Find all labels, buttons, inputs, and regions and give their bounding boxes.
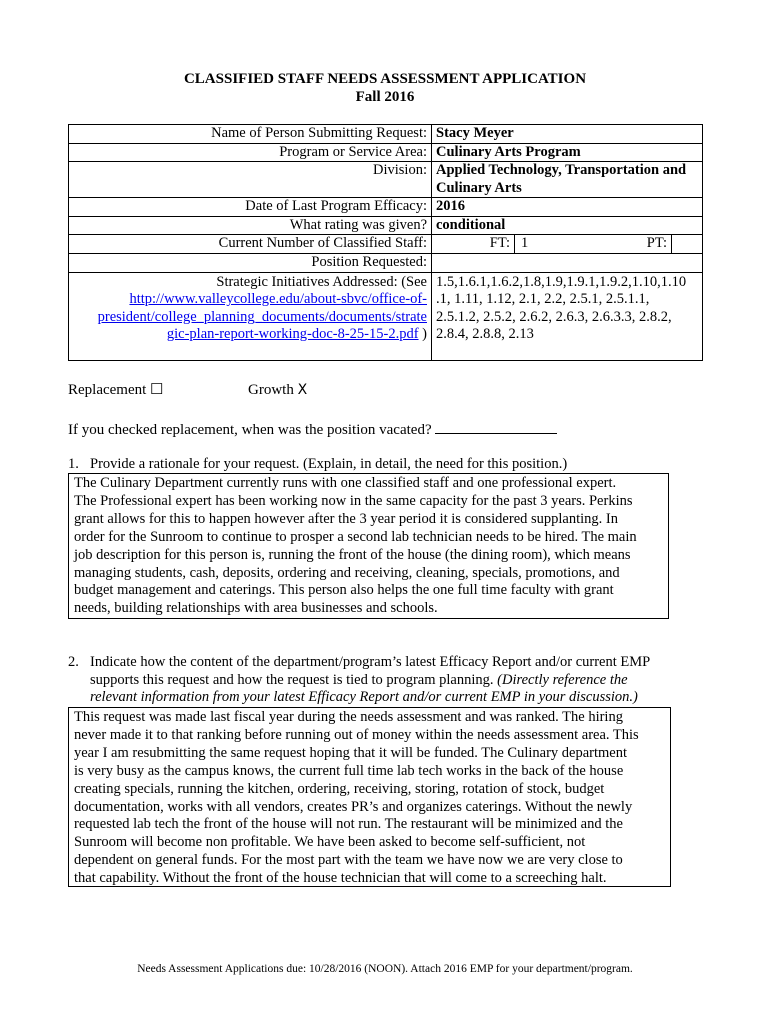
question-2-prompt bbox=[90, 654, 710, 707]
division-value: Applied Technology, Transportation and Culinary Arts bbox=[432, 162, 703, 198]
strategic-value-line-3: 2.5.1.2, 2.5.2, 2.6.2, 2.6.3, 2.6.3.3, 2.8.2, bbox=[436, 308, 672, 325]
q2-answer-line: Sunroom will become non profitable. We have been asked to become self-sufficient, not bbox=[74, 834, 586, 851]
strategic-plan-link[interactable] bbox=[98, 291, 427, 342]
q2-answer-line: year I am resubmitting the same request hoping that it will be funded. The Culinary department bbox=[74, 744, 628, 761]
info-row-staff bbox=[69, 235, 703, 254]
q2-answer-line: that capability. Without the front of the house technician that will come to a screeching halt. bbox=[74, 870, 607, 887]
strategic-link-line-2: president/college_planning_documents/documents/strate bbox=[97, 308, 427, 325]
efficacy-date-value: 2016 bbox=[432, 198, 703, 217]
staff-label: Current Number of Classified Staff: bbox=[69, 235, 432, 254]
info-row-name bbox=[69, 125, 703, 144]
info-row-efficacy-date bbox=[69, 198, 703, 217]
q2-answer-line: This request was made last fiscal year during the needs assessment and was ranked. The hiring bbox=[74, 709, 623, 725]
q2-answer-line: never made it to that ranking before running out of money within the needs assessment area. This bbox=[74, 726, 639, 743]
growth-checkbox-mark[interactable]: X bbox=[297, 382, 308, 398]
name-value: Stacy Meyer bbox=[432, 125, 703, 144]
vacated-question bbox=[68, 421, 557, 439]
info-row-division bbox=[69, 162, 703, 198]
strategic-value bbox=[432, 272, 703, 361]
strategic-label-suffix: ) bbox=[422, 326, 427, 342]
footer-note: Needs Assessment Applications due: 10/28/2016 (NOON). Attach 2016 EMP for your department/program. bbox=[137, 963, 633, 975]
info-row-position bbox=[69, 254, 703, 273]
question-1 bbox=[68, 456, 708, 474]
vacated-date-blank[interactable] bbox=[435, 421, 557, 434]
q2-answer-line: dependent on general funds. For the most part with the team we have now we are very close to bbox=[74, 852, 623, 869]
question-1-number: 1. bbox=[68, 456, 79, 472]
q1-answer-line: grant allows for this to happen however after the 3 year period it is considered supplanting. In bbox=[74, 510, 618, 527]
info-row-rating bbox=[69, 216, 703, 235]
question-2 bbox=[68, 654, 708, 708]
question-2-number: 2. bbox=[68, 654, 79, 670]
staff-counts bbox=[432, 235, 702, 253]
strategic-label bbox=[69, 272, 432, 361]
q2-prompt-italic-2: relevant information from your latest Efficacy Report and/or current EMP in your discussion.) bbox=[90, 689, 638, 705]
question-2-answer-box bbox=[68, 707, 671, 887]
growth-label: Growth bbox=[248, 382, 294, 398]
info-row-program bbox=[69, 143, 703, 162]
rating-label: What rating was given? bbox=[69, 216, 432, 235]
info-table bbox=[68, 124, 703, 361]
strategic-value-line-4: 2.8.4, 2.8.8, 2.13 bbox=[436, 326, 534, 342]
document-header bbox=[0, 70, 770, 106]
strategic-link-line-3: gic-plan-report-working-doc-8-25-15-2.pdf bbox=[166, 326, 419, 342]
growth-option[interactable] bbox=[248, 381, 307, 399]
q2-answer-line: creating specials, running the kitchen, ordering, receiving, storing, rotation of stock, budget bbox=[74, 780, 605, 797]
replacement-label: Replacement bbox=[68, 382, 147, 398]
q2-answer-line: requested lab tech the front of the house will not run. The restaurant will be minimized and the bbox=[74, 816, 623, 833]
q1-answer-line: The Culinary Department currently runs with one classified staff and one professional expert. bbox=[74, 475, 617, 491]
q2-prompt-line-2 bbox=[90, 672, 710, 690]
name-label: Name of Person Submitting Request: bbox=[69, 125, 432, 144]
vacated-question-text: If you checked replacement, when was the position vacated? bbox=[68, 422, 432, 438]
q1-answer-line: The Professional expert has been working now in the same capacity for the past 3 years. Perkins bbox=[74, 492, 633, 509]
strategic-label-prefix: Strategic Initiatives Addressed: (See bbox=[216, 273, 427, 290]
q1-answer-line: order for the Sunroom to continue to prosper a second lab technician needs to be hired. The main bbox=[74, 528, 637, 545]
efficacy-date-label: Date of Last Program Efficacy: bbox=[69, 198, 432, 217]
strategic-link-line-1: http://www.valleycollege.edu/about-sbvc/office-of- bbox=[129, 291, 427, 307]
q1-answer-line: job description for this person is, running the front of the house (the dining room), which means bbox=[74, 546, 631, 563]
replacement-checkbox-icon[interactable]: ☐ bbox=[150, 382, 164, 398]
rating-value: conditional bbox=[432, 216, 703, 235]
replacement-option[interactable] bbox=[68, 381, 164, 399]
q2-prompt-line-1: Indicate how the content of the department/program’s latest Efficacy Report and/or current EMP bbox=[90, 654, 651, 670]
staff-value-cell bbox=[432, 235, 703, 254]
form-term: Fall 2016 bbox=[355, 89, 415, 105]
form-title: CLASSIFIED STAFF NEEDS ASSESSMENT APPLICATION bbox=[183, 71, 587, 87]
info-row-strategic bbox=[69, 272, 703, 361]
program-value: Culinary Arts Program bbox=[432, 143, 703, 162]
q1-answer-line: budget management and caterings. This person also helps the one full time faculty with grant bbox=[74, 582, 614, 599]
division-label: Division: bbox=[69, 162, 432, 198]
q2-answer-line: documentation, works with all vendors, creates PR’s and organizes caterings. Without the newly bbox=[74, 798, 633, 815]
pt-value bbox=[672, 235, 702, 253]
position-requested-value bbox=[432, 254, 703, 273]
question-1-answer-box bbox=[68, 473, 669, 619]
ft-value: 1 bbox=[521, 235, 529, 251]
q1-answer-line: needs, building relationships with area businesses and schools. bbox=[74, 600, 438, 617]
q2-prompt-plain: supports this request and how the request is tied to program planning. bbox=[90, 671, 498, 688]
program-label: Program or Service Area: bbox=[69, 143, 432, 162]
ft-label: FT: bbox=[432, 235, 515, 253]
pt-label: PT: bbox=[621, 235, 672, 253]
strategic-value-line-2: .1, 1.11, 1.12, 2.1, 2.2, 2.5.1, 2.5.1.1, bbox=[436, 291, 650, 307]
q1-answer-line: managing students, cash, deposits, ordering and receiving, cleaning, specials, promotions, and bbox=[74, 564, 620, 581]
question-1-prompt: Provide a rationale for your request. (Explain, in detail, the need for this position.) bbox=[90, 456, 568, 472]
strategic-value-line-1: 1.5,1.6.1,1.6.2,1.8,1.9,1.9.1,1.9.2,1.10,1.10 bbox=[436, 273, 687, 290]
position-requested-label: Position Requested: bbox=[69, 254, 432, 273]
q2-prompt-italic-1: (Directly reference the bbox=[497, 671, 628, 688]
q2-answer-line: is very busy as the campus knows, the current full time lab tech works in the back of the house bbox=[74, 762, 624, 779]
